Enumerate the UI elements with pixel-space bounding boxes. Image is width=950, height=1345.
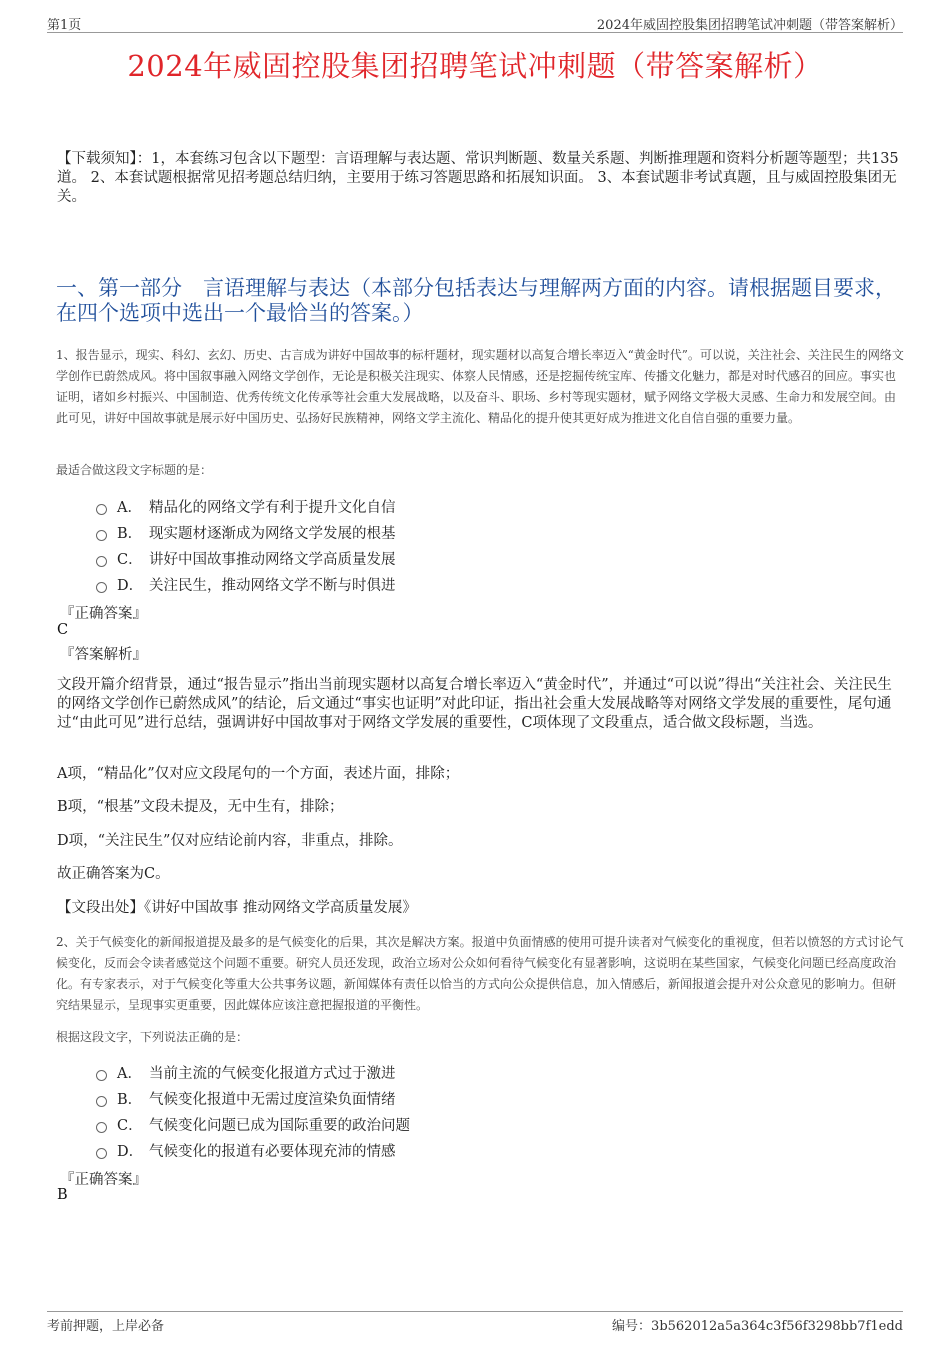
option-d[interactable]: D． 气候变化的报道有必要体现充沛的情感 [96,1137,410,1163]
option-a[interactable]: A． 当前主流的气候变化报道方式过于激进 [96,1059,410,1085]
document-title: 2024年威固控股集团招聘笔试冲刺题（带答案解析） [127,49,823,83]
radio-icon[interactable] [96,1096,107,1107]
radio-icon[interactable] [96,582,107,593]
radio-icon[interactable] [96,556,107,567]
text-source: 【文段出处】《讲好中国故事 推动网络文学高质量发展》 [57,900,417,916]
question-2-prompt: 根据这段文字，下列说法正确的是： [56,1030,249,1044]
download-notice: 【下载须知】：1，本套练习包含以下题型：言语理解与表达题、常识判断题、数量关系题、判断推理题和资料分析题等题型；共135道。 2、本套试题根据常见招考题总结归纳，主要用于练习答题思路和拓展知识面。 3、本套试题非考试真题，且与威固控股集团无关。 [57,151,899,205]
page-number: 第1页 [47,18,82,33]
answer-label: 『正确答案』 [60,1172,147,1188]
analysis-line-b: B项，“根基”文段未提及，无中生有，排除； [57,799,344,815]
footer-doc-id: 编号：3b562012a5a364c3f56f3298bb7f1edd [612,1319,903,1334]
answer-value: C [57,622,69,638]
footer-slogan: 考前押题，上岸必备 [47,1319,165,1334]
question-1-text: 1、报告显示，现实、科幻、玄幻、历史、古言成为讲好中国故事的标杆题材，现实题材以高复合增长率迈入“黄金时代”。可以说，关注社会、关注民生的网络文学创作已蔚然成风。将中国叙事融入网络文学创作，无论是积极关注现实、体察人民情感，还是挖掘传统宝库、传播文化魅力，都是对时代感召的回应。事实也证明，诸如乡村振兴、中国制造、优秀传统文化传承等社会重大发展战略，以及奋斗、职场、乡村等现实题材，赋予网络文学极大灵感、生命力和发展空间。由此可见，讲好中国故事就是展示好中国历史、弘扬好民族精神，网络文学主流化、精品化的提升使其更好成为推进文化自信自强的重要力量。 [56,348,904,425]
radio-icon[interactable] [96,1122,107,1133]
analysis-label: 『答案解析』 [60,647,147,663]
answer-value: B [57,1187,68,1203]
analysis-line-d: D项，“关注民生”仅对应结论前内容，非重点，排除。 [57,833,403,849]
radio-icon[interactable] [96,1070,107,1081]
section-title: 一、第一部分 言语理解与表达（本部分包括表达与理解两方面的内容。请根据题目要求，在四个选项中选出一个最恰当的答案。） [56,276,896,325]
question-1-options [96,493,396,597]
radio-icon[interactable] [96,504,107,515]
option-a[interactable]: A． 精品化的网络文学有利于提升文化自信 [96,493,396,519]
analysis-paragraph: 文段开篇介绍背景，通过“报告显示”指出当前现实题材以高复合增长率迈入“黄金时代”，并通过“可以说”得出“关注社会、关注民生的网络文学创作已蔚然成风”的结论，后文通过“事实也证明”对此印证，指出社会重大发展战略等对网络文学发展的重要性，尾句通过“由此可见”进行总结，强调讲好中国故事对于网络文学发展的重要性，C项体现了文段重点，适合做文段标题，当选。 [57,677,892,731]
answer-label: 『正确答案』 [60,606,147,622]
option-b[interactable]: B． 气候变化报道中无需过度渲染负面情绪 [96,1085,410,1111]
analysis-conclusion: 故正确答案为C。 [57,866,170,882]
option-c[interactable]: C． 讲好中国故事推动网络文学高质量发展 [96,545,396,571]
header-doc-title: 2024年威固控股集团招聘笔试冲刺题（带答案解析） [596,18,903,33]
radio-icon[interactable] [96,1148,107,1159]
page-footer [47,1311,903,1334]
question-2-options [96,1059,410,1163]
radio-icon[interactable] [96,530,107,541]
option-d[interactable]: D． 关注民生，推动网络文学不断与时俱进 [96,571,396,597]
question-1-prompt: 最适合做这段文字标题的是： [56,463,213,477]
option-b[interactable]: B． 现实题材逐渐成为网络文学发展的根基 [96,519,396,545]
option-c[interactable]: C． 气候变化问题已成为国际重要的政治问题 [96,1111,410,1137]
page-header [47,14,903,33]
analysis-line-a: A项，“精品化”仅对应文段尾句的一个方面，表述片面，排除； [57,766,460,782]
question-2-text: 2、关于气候变化的新闻报道提及最多的是气候变化的后果，其次是解决方案。报道中负面情感的使用可提升读者对气候变化的重视度，但若以愤怒的方式讨论气候变化，反而会令读者感觉这个问题不重要。研究人员还发现，政治立场对公众如何看待气候变化有显著影响，这说明在某些国家，气候变化问题已经高度政治化。有专家表示，对于气候变化等重大公共事务议题，新闻媒体有责任以恰当的方式向公众提供信息，加入情感后，新闻报道会提升对公众意见的影响力。但研究结果显示，呈现事实更重要，因此媒体应该注意把握报道的平衡性。 [56,935,904,1012]
